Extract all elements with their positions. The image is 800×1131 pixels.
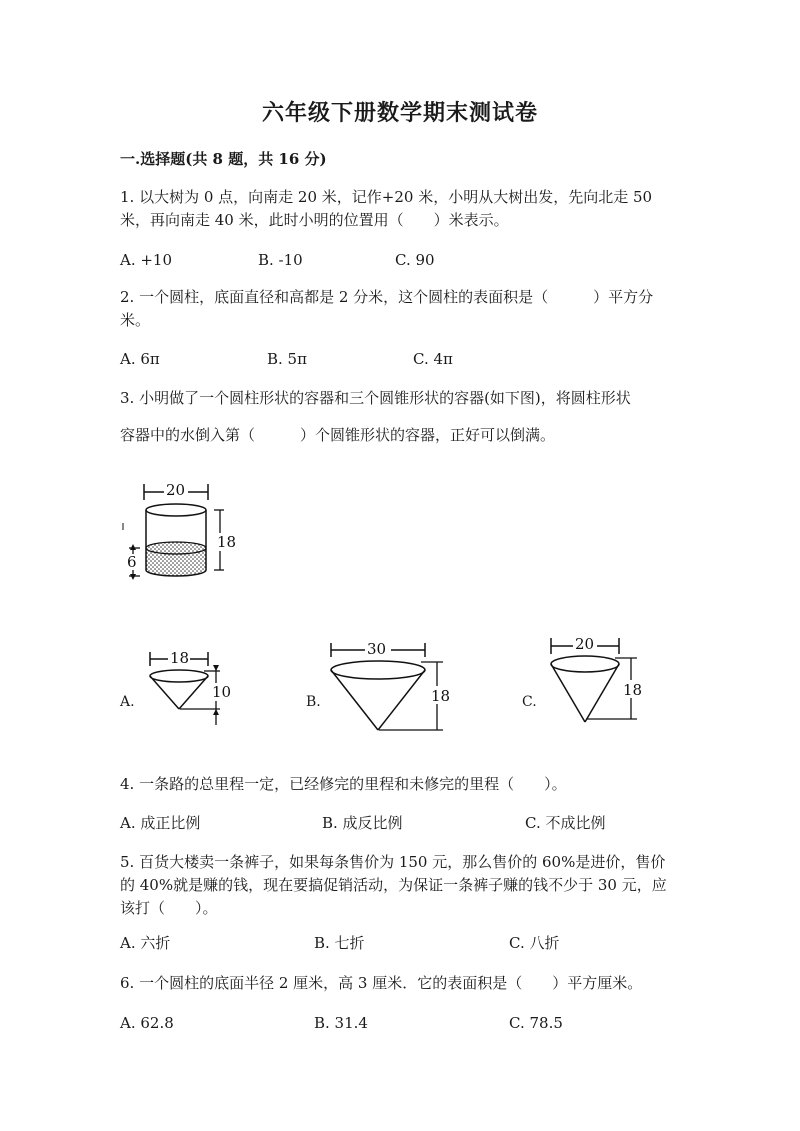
q2-option-b[interactable]: B. 5π [267, 350, 307, 368]
q5-option-a[interactable]: A. 六折 [120, 934, 171, 952]
section-heading: 一.选择题(共 8 题，共 16 分) [120, 150, 327, 168]
question-1-text: 1. 以大树为 0 点，向南走 20 米，记作+20 米，小明从大树出发，先向北走 50 米，再向南走 40 米，此时小明的位置用（ ）米表示。 [120, 188, 653, 229]
cone-b-label: B. [306, 694, 321, 710]
q2-option-a[interactable]: A. 6π [120, 350, 160, 368]
cone-c-height-label: 18 [623, 681, 643, 699]
cylinder-figure [120, 478, 260, 587]
q5-option-c[interactable]: C. 八折 [509, 934, 560, 952]
question-3-line2: 容器中的水倒入第（ ）个圆锥形状的容器，正好可以倒满。 [120, 426, 556, 444]
q4-option-a[interactable]: A. 成正比例 [120, 814, 201, 832]
q5-option-b[interactable]: B. 七折 [314, 934, 365, 952]
q6-option-a[interactable]: A. 62.8 [120, 1014, 174, 1032]
q4-option-c[interactable]: C. 不成比例 [525, 814, 606, 832]
q6-option-b[interactable]: B. 31.4 [314, 1014, 368, 1032]
q1-option-b[interactable]: B. -10 [258, 251, 303, 269]
cone-c-label: C. [522, 694, 537, 710]
cone-a-diameter-label: 18 [170, 649, 190, 667]
q2-option-c[interactable]: C. 4π [413, 350, 453, 368]
question-3-line1: 3. 小明做了一个圆柱形状的容器和三个圆锥形状的容器(如下图)，将圆柱形状 [120, 389, 631, 407]
cone-b-figure [325, 638, 455, 742]
cone-b-height-label: 18 [431, 687, 451, 705]
cone-b-diameter-label: 30 [367, 640, 387, 658]
q1-option-c[interactable]: C. 90 [395, 251, 435, 269]
question-2-text: 2. 一个圆柱，底面直径和高都是 2 分米，这个圆柱的表面积是（ ）平方分米。 [120, 288, 654, 329]
cylinder-water-label: 6 [127, 553, 137, 571]
question-6-text: 6. 一个圆柱的底面半径 2 厘米，高 3 厘米．它的表面积是（ ）平方厘米。 [120, 974, 643, 992]
cylinder-diameter-label: 20 [166, 481, 186, 499]
q1-option-a[interactable]: A. +10 [120, 251, 173, 269]
page-title: 六年级下册数学期末测试卷 [261, 100, 538, 126]
cylinder-height-label: 18 [217, 533, 237, 551]
cone-c-diameter-label: 20 [575, 635, 595, 653]
cone-a-figure [140, 647, 240, 733]
question-4-text: 4. 一条路的总里程一定，已经修完的里程和未修完的里程（ ）。 [120, 775, 567, 793]
q6-option-c[interactable]: C. 78.5 [509, 1014, 563, 1032]
q4-option-b[interactable]: B. 成反比例 [322, 814, 403, 832]
cone-a-height-label: 10 [212, 683, 232, 701]
question-5-text: 5. 百货大楼卖一条裤子，如果每条售价为 150 元，那么售价的 60%是进价，售价的 40%就是赚的钱，现在要搞促销活动，为保证一条裤子赚的钱不少于 30 元，应该打（ ）。 [120, 853, 667, 917]
cone-a-label: A. [120, 694, 135, 710]
cone-c-figure [545, 630, 645, 734]
